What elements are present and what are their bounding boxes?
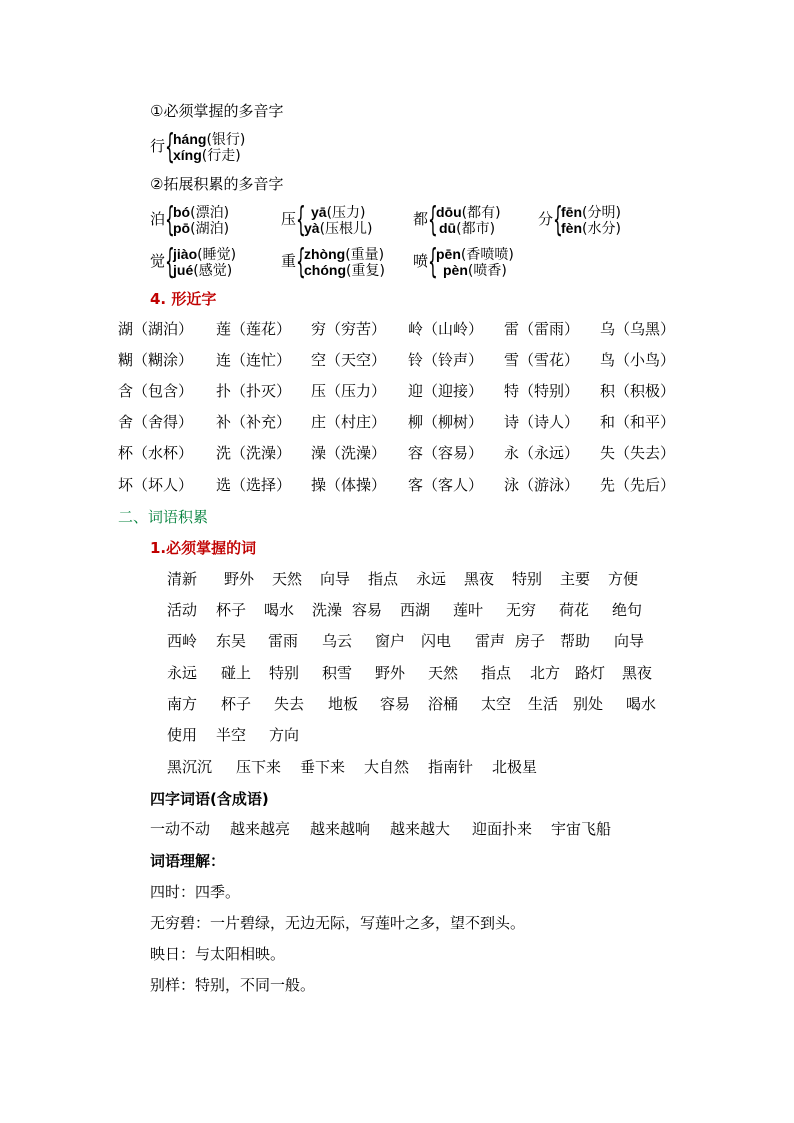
vocab-word: 杯子 (216, 601, 247, 619)
polyphone-char: 行 (150, 137, 166, 155)
vocab-word: 房子 (515, 632, 546, 650)
vocab-word: 乌云 (322, 632, 353, 650)
brace-icon: { (553, 200, 563, 240)
extend-polyphone-heading: ②拓展积累的多音字 (150, 175, 284, 193)
vocab-word: 向导 (320, 570, 351, 588)
similar-char-cell: 连（连忙） (216, 351, 292, 369)
vocab-word: 永远 (167, 664, 198, 682)
polyphone-char: 都 (413, 210, 429, 228)
understanding-item: 映日：与太阳相映。 (150, 945, 286, 963)
vocab-word: 雷雨 (268, 632, 299, 650)
example-word: (重复) (346, 263, 385, 279)
polyphone-char: 压 (281, 210, 297, 228)
example-word: (都有) (461, 205, 501, 221)
vocab-word: 东吴 (216, 632, 247, 650)
similar-char-cell: 积（积极） (600, 382, 676, 400)
polyphone-char: 分 (538, 210, 554, 228)
vocab-word: 大自然 (364, 758, 410, 776)
similar-char-cell: 含（包含） (118, 382, 194, 400)
similar-char-cell: 穷（穷苦） (311, 320, 387, 338)
vocab-word: 西岭 (167, 632, 198, 650)
example-word: (压根儿) (319, 221, 373, 237)
similar-char-cell: 先（先后） (600, 476, 676, 494)
vocab-word: 方向 (269, 726, 300, 744)
vocab-word: 碰上 (221, 664, 252, 682)
brace-icon: { (296, 242, 306, 282)
vocab-word: 太空 (481, 695, 512, 713)
vocab-word: 荷花 (559, 601, 590, 619)
similar-char-cell: 洗（洗澡） (216, 444, 292, 462)
four-char-word: 越来越亮 (230, 820, 291, 838)
pinyin: zhòng (304, 246, 346, 262)
similar-char-cell: 扑（扑灭） (216, 382, 292, 400)
similar-char-cell: 莲（莲花） (216, 320, 292, 338)
pinyin: pēn (436, 246, 461, 262)
similar-char-cell: 压（压力） (311, 382, 387, 400)
similar-char-cell: 容（容易） (408, 444, 484, 462)
similar-char-cell: 雷（雷雨） (504, 320, 580, 338)
must-words-heading: 1.必须掌握的词 (150, 539, 257, 557)
vocab-word: 黑夜 (622, 664, 653, 682)
similar-char-cell: 澡（洗澡） (311, 444, 387, 462)
four-char-word: 一动不动 (150, 820, 211, 838)
vocab-word: 容易 (380, 695, 411, 713)
understanding-item: 四时：四季。 (150, 883, 241, 901)
pinyin: fēn (561, 204, 582, 220)
vocab-word: 杯子 (221, 695, 252, 713)
pinyin: pèn (443, 262, 468, 278)
similar-char-cell: 岭（山岭） (408, 320, 484, 338)
vocab-word: 半空 (216, 726, 247, 744)
vocab-word: 黑夜 (464, 570, 495, 588)
pinyin: pō (173, 220, 191, 236)
vocab-word: 浴桶 (428, 695, 459, 713)
example-word: (睡觉) (197, 247, 237, 263)
vocab-word: 永远 (416, 570, 447, 588)
pinyin: yà (304, 220, 320, 236)
polyphone-char: 重 (281, 252, 297, 270)
vocab-word: 别处 (573, 695, 604, 713)
vocab-word: 野外 (224, 570, 255, 588)
similar-char-cell: 诗（诗人） (504, 413, 580, 431)
example-word: (重量) (345, 247, 385, 263)
example-word: (香喷喷) (460, 247, 514, 263)
polyphone-char: 喷 (413, 252, 429, 270)
similar-char-cell: 和（和平） (600, 413, 676, 431)
vocab-word: 生活 (528, 695, 559, 713)
similar-char-cell: 特（特别） (504, 382, 580, 400)
similar-char-cell: 杯（水杯） (118, 444, 194, 462)
example-word: (湖泊) (190, 221, 230, 237)
vocab-word: 闪电 (421, 632, 452, 650)
vocab-word: 绝句 (612, 601, 643, 619)
vocab-word: 天然 (428, 664, 459, 682)
similar-char-cell: 舍（舍得） (118, 413, 194, 431)
example-word: (漂泊) (190, 205, 230, 221)
brace-icon: { (296, 200, 306, 240)
vocab-word: 黑沉沉 (167, 758, 213, 776)
pinyin: bó (173, 204, 191, 220)
similar-char-cell: 铃（铃声） (408, 351, 484, 369)
vocab-word: 喝水 (626, 695, 657, 713)
similar-char-cell: 空（天空） (311, 351, 387, 369)
vocab-word: 积雪 (322, 664, 353, 682)
vocab-word: 垂下来 (300, 758, 346, 776)
example-word: (银行) (206, 132, 246, 148)
vocab-word: 天然 (272, 570, 303, 588)
four-char-word: 越来越响 (310, 820, 371, 838)
vocab-word: 喝水 (264, 601, 295, 619)
vocab-word: 活动 (167, 601, 198, 619)
vocab-word: 方便 (608, 570, 639, 588)
vocab-word: 北极星 (492, 758, 538, 776)
four-char-word: 宇宙飞船 (551, 820, 612, 838)
similar-char-cell: 坏（坏人） (118, 476, 194, 494)
brace-icon: { (165, 127, 175, 167)
similar-char-cell: 客（客人） (408, 476, 484, 494)
similar-char-cell: 迎（迎接） (408, 382, 484, 400)
similar-char-cell: 永（永远） (504, 444, 580, 462)
vocab-word: 特别 (512, 570, 543, 588)
vocab-word: 使用 (167, 726, 198, 744)
vocab-word: 南方 (167, 695, 198, 713)
similar-chars-heading: 4. 形近字 (150, 290, 217, 308)
vocab-word: 失去 (274, 695, 305, 713)
pinyin: háng (173, 131, 207, 147)
vocab-word: 地板 (328, 695, 359, 713)
four-char-word: 迎面扑来 (472, 820, 533, 838)
similar-char-cell: 补（补充） (216, 413, 292, 431)
pinyin: jué (173, 262, 194, 278)
brace-icon: { (165, 242, 175, 282)
pinyin: chóng (304, 262, 346, 278)
pinyin: yā (311, 204, 327, 220)
vocab-word: 主要 (560, 570, 591, 588)
example-word: (压力) (326, 205, 366, 221)
vocab-word: 清新 (167, 570, 198, 588)
similar-char-cell: 庄（村庄） (311, 413, 387, 431)
must-polyphone-heading: ①必须掌握的多音字 (150, 102, 284, 120)
similar-char-cell: 柳（柳树） (408, 413, 484, 431)
pinyin: dōu (436, 204, 462, 220)
vocab-section-heading: 二、词语积累 (118, 508, 209, 526)
vocab-word: 雷声 (475, 632, 506, 650)
similar-char-cell: 乌（乌黑） (600, 320, 676, 338)
brace-icon: { (428, 242, 438, 282)
brace-icon: { (428, 200, 438, 240)
four-char-heading: 四字词语(含成语) (150, 790, 269, 808)
similar-char-cell: 糊（糊涂） (118, 351, 194, 369)
vocab-word: 指点 (368, 570, 399, 588)
example-word: (感觉) (193, 263, 233, 279)
similar-char-cell: 湖（湖泊） (118, 320, 194, 338)
vocab-word: 路灯 (575, 664, 606, 682)
pinyin: fèn (561, 220, 582, 236)
example-word: (行走) (201, 148, 241, 164)
vocab-word: 压下来 (236, 758, 282, 776)
understanding-heading: 词语理解： (150, 852, 226, 870)
understanding-item: 无穷碧：一片碧绿，无边无际，写莲叶之多，望不到头。 (150, 914, 526, 932)
similar-char-cell: 失（失去） (600, 444, 676, 462)
vocab-word: 容易 (352, 601, 383, 619)
vocab-word: 莲叶 (453, 601, 484, 619)
vocab-word: 指南针 (428, 758, 474, 776)
example-word: (水分) (582, 221, 621, 237)
four-char-word: 越来越大 (390, 820, 451, 838)
vocab-word: 帮助 (560, 632, 591, 650)
vocab-word: 无穷 (506, 601, 537, 619)
vocab-word: 特别 (269, 664, 300, 682)
pinyin: xíng (173, 147, 202, 163)
similar-char-cell: 操（体操） (311, 476, 387, 494)
vocab-word: 西湖 (400, 601, 431, 619)
similar-char-cell: 选（选择） (216, 476, 292, 494)
polyphone-char: 觉 (150, 252, 166, 270)
similar-char-cell: 泳（游泳） (504, 476, 580, 494)
pinyin: dū (439, 220, 457, 236)
example-word: (都市) (456, 221, 496, 237)
vocab-word: 野外 (375, 664, 406, 682)
vocab-word: 指点 (481, 664, 512, 682)
pinyin: jiào (173, 246, 198, 262)
example-word: (喷香) (467, 263, 507, 279)
similar-char-cell: 鸟（小鸟） (600, 351, 676, 369)
understanding-item: 别样：特别，不同一般。 (150, 976, 316, 994)
polyphone-char: 泊 (150, 210, 166, 228)
example-word: (分明) (582, 205, 621, 221)
brace-icon: { (165, 200, 175, 240)
similar-char-cell: 雪（雪花） (504, 351, 580, 369)
vocab-word: 北方 (530, 664, 561, 682)
vocab-word: 向导 (614, 632, 645, 650)
vocab-word: 窗户 (375, 632, 406, 650)
vocab-word: 洗澡 (312, 601, 343, 619)
